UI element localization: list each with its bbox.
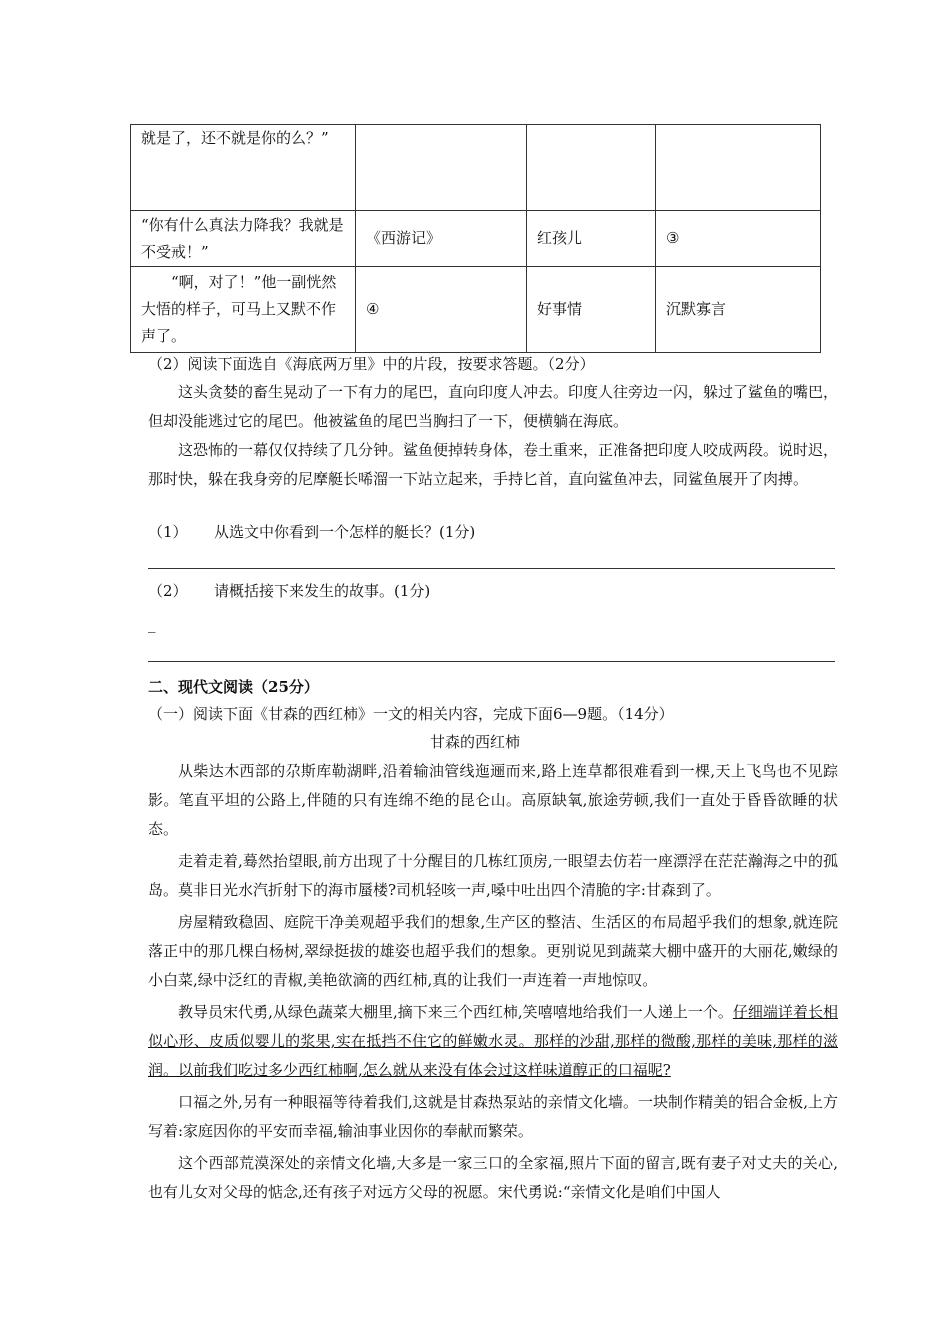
article-paragraph [148,998,838,1085]
sub-question-2: 请概括接下来发生的故事。(1分) [214,582,431,600]
underlined-sentence: 仔细端详着长相似心形、皮质似婴儿的浆果,实在抵挡不住它的鲜嫩水灵。那样的沙甜,那样的微酸,那样的美味,那样的滋润。以前我们吃过多少西红柿啊,怎么就从来没有体会过这样味道醇正的口福呢? [148,1003,838,1079]
character-cell: 好事情 [527,267,656,353]
quote-cell: “啊，对了！”他一副恍然大悟的样子，可马上又默不作声了。 [131,267,356,353]
article-paragraph: 这个西部荒漠深处的亲情文化墙,大多是一家三口的全家福,照片下面的留言,既有妻子对丈夫的关心,也有儿女对父母的惦念,还有孩子对远方父母的祝愿。宋代勇说:“亲情文化是咱们中国人 [148,1154,838,1201]
trait-cell: 沉默寡言 [656,267,821,353]
question-table [130,124,821,353]
table-row [131,125,821,211]
article-title: 甘森的西红柿 [429,733,520,751]
book-cell [356,125,527,211]
quote-cell: 就是了，还不就是你的么？” [131,125,356,211]
section-heading: 二、现代文阅读（25分） [148,678,319,696]
sub-question-1-number: （1） [148,523,188,541]
character-cell: 红孩儿 [527,211,656,267]
character-cell [527,125,656,211]
section-sub-heading: （一）阅读下面《甘森的西红柿》一文的相关内容，完成下面6—9题。（14分） [148,705,674,723]
book-cell: 《西游记》 [356,211,527,267]
paragraph-text: 教导员宋代勇,从绿色蔬菜大棚里,摘下来三个西红柿,笑嘻嘻地给我们一人递上一个。 [178,1003,733,1021]
quote-cell: “你有什么真法力降我？我就是不受戒！” [131,211,356,267]
answer-line[interactable] [148,568,835,569]
article-paragraph: 房屋精致稳固、庭院干净美观超乎我们的想象,生产区的整洁、生活区的布局超乎我们的想象,就连院落正中的那几棵白杨树,翠绿挺拔的雄姿也超乎我们的想象。更别说见到蔬菜大棚中盛开的大丽花,嫩绿的小白菜,绿中泛红的青椒,美艳欲滴的西红柿,真的让我们一声连着一声地惊叹。 [148,913,838,989]
article-paragraph: 从柴达木西部的尕斯库勒湖畔,沿着输油管线迤逦而来,路上连草都很难看到一棵,天上飞鸟也不见踪影。笔直平坦的公路上,伴随的只有连绵不绝的昆仑山。高原缺氧,旅途劳顿,我们一直处于昏昏欲睡的状态。 [148,762,838,838]
article-body [148,757,838,1207]
trait-cell: ③ [656,211,821,267]
question-2-intro: （2）阅读下面选自《海底两万里》中的片段，按要求答题。（2分） [148,355,595,373]
answer-line[interactable] [148,661,835,662]
article-paragraph: 口福之外,另有一种眼福等待着我们,这就是甘森热泵站的亲情文化墙。一块制作精美的铝合金板,上方写着:家庭因你的平安而幸福,输油事业因你的奉献而繁荣。 [148,1093,838,1140]
sea-passage [148,378,838,494]
table-row [131,211,821,267]
passage-paragraph: 这头贪婪的畜生晃动了一下有力的尾巴，直向印度人冲去。印度人往旁边一闪，躲过了鲨鱼的嘴巴，但却没能逃过它的尾巴。他被鲨鱼的尾巴当胸扫了一下，便横躺在海底。 [148,383,839,430]
sub-question-1: 从选文中你看到一个怎样的艇长？(1分) [214,523,476,541]
answer-blank-mark: _ [148,615,156,633]
trait-cell [656,125,821,211]
passage-paragraph: 这恐怖的一幕仅仅持续了几分钟。鲨鱼便掉转身体，卷土重来，正准备把印度人咬成两段。说时迟，那时快，躲在我身旁的尼摩艇长唏溜一下站立起来，手持匕首，直向鲨鱼冲去，同鲨鱼展开了肉搏。 [148,441,839,488]
table-row [131,267,821,353]
book-cell: ④ [356,267,527,353]
article-paragraph: 走着走着,蓦然抬望眼,前方出现了十分醒目的几栋红顶房,一眼望去仿若一座漂浮在茫茫瀚海之中的孤岛。莫非日光水汽折射下的海市蜃楼?司机轻咳一声,嗓中吐出四个清脆的字:甘森到了。 [148,852,838,899]
sub-question-2-number: （2） [148,582,188,600]
